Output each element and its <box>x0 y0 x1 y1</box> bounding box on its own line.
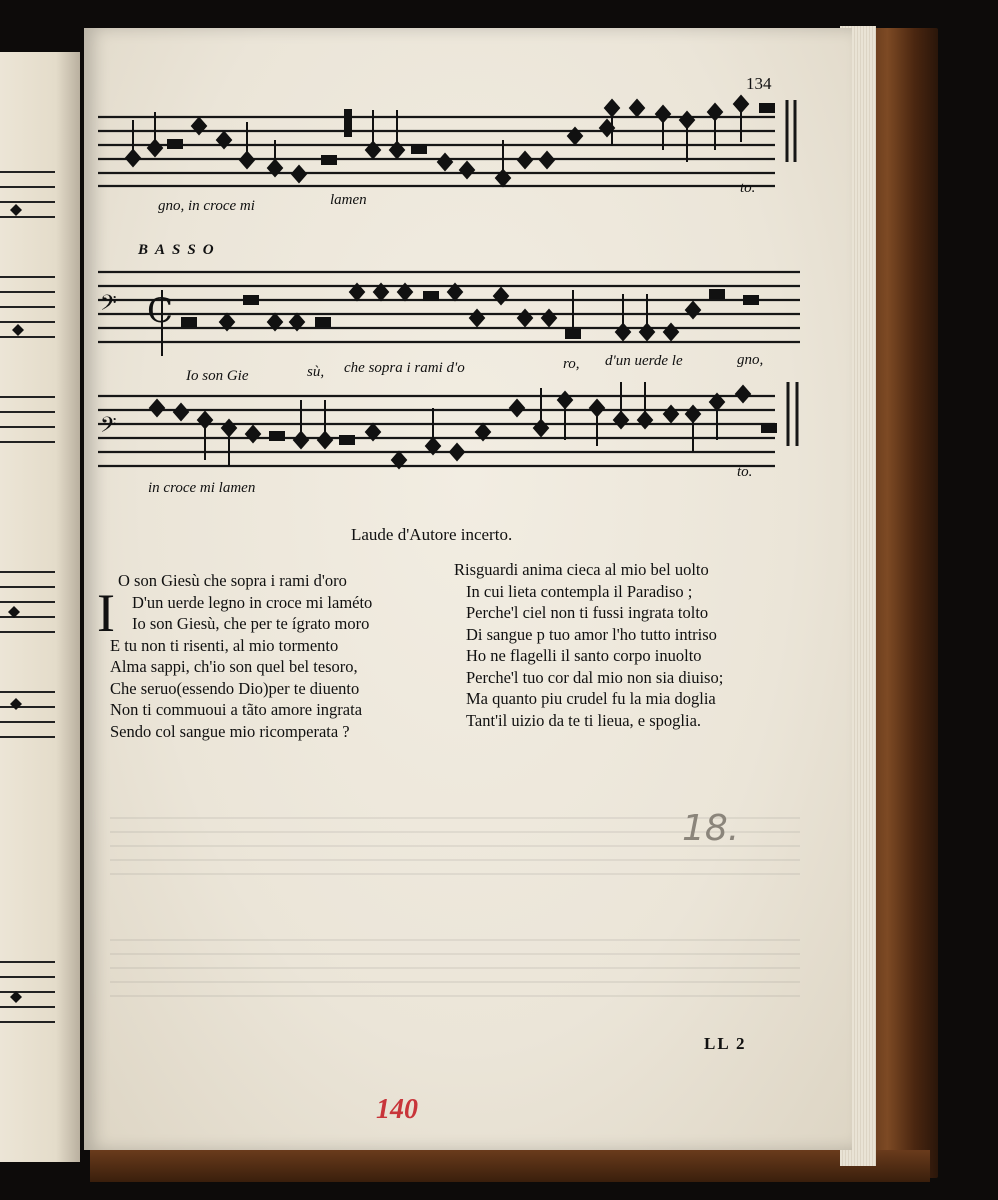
stanza-left-line-8: Sendo col sangue mio ricomperata ? <box>110 721 350 741</box>
lyric-staff1-2: lamen <box>330 192 367 208</box>
stanza-right-line-6: Perche'l tuo cor dal mio non sia diuiso; <box>466 667 724 687</box>
pencil-annotation: 18. <box>682 808 740 849</box>
lyric-staff2-1: Io son Gie <box>186 368 249 384</box>
svg-text:C: C <box>147 291 174 331</box>
svg-text:𝄢: 𝄢 <box>100 413 117 443</box>
lyric-staff2-6: gno, <box>737 352 764 368</box>
stanza-right-line-3: Perche'l ciel non ti fussi ingrata tolto <box>466 603 709 622</box>
stanza-right-line-2: In cui lieta contempla il Paradiso ; <box>466 581 693 601</box>
printer-signature: LL 2 <box>704 1034 747 1053</box>
stanza-left-line-3: Io son Giesù, che per te ígrato moro <box>132 614 370 633</box>
drop-cap: I <box>97 583 115 643</box>
lyric-staff2-4: ro, <box>563 356 580 372</box>
stanza-right-line-4: Di sangue p tuo amor l'ho tutto intriso <box>466 624 717 644</box>
stanza-right <box>454 559 723 731</box>
stanza-right-line-8: Tant'il uizio da te ti lieua, e spoglia. <box>466 710 702 730</box>
staff-1 <box>98 100 795 186</box>
lyric-staff2-5: d'un uerde le <box>605 353 683 369</box>
poem-title: Laude d'Autore incerto. <box>351 525 513 544</box>
svg-text:𝄢: 𝄢 <box>100 291 117 321</box>
voice-label-basso: BASSO <box>138 242 221 258</box>
lyric-staff2-3: che sopra i rami d'o <box>344 360 465 376</box>
stanza-left-line-7: Non ti commuoui a tãto amore ingrata <box>110 700 363 719</box>
staff-2-notes <box>100 284 758 356</box>
stanza-left-line-4: E tu non ti risenti, al mio tormento <box>110 635 339 655</box>
lyric-staff3-2: to. <box>737 464 753 480</box>
stanza-right-line-1: Risguardi anima cieca al mio bel uolto <box>454 560 709 579</box>
lyric-staff1-3: to. <box>740 180 756 196</box>
lyric-staff1-1: gno, in croce mi <box>158 198 255 214</box>
stanza-right-line-7: Ma quanto piu crudel fu la mia doglia <box>466 689 716 708</box>
red-folio-number: 140 <box>376 1094 418 1125</box>
lyric-staff3-1: in croce mi lamen <box>148 480 256 496</box>
stanza-left <box>110 570 372 742</box>
stanza-left-line-6: Che seruo(essendo Dio)per te diuento <box>110 678 360 698</box>
stanza-left-line-1: O son Giesù che sopra i rami d'oro <box>118 571 347 590</box>
stanza-left-line-5: Alma sappi, ch'io son quel bel tesoro, <box>110 657 358 676</box>
stanza-right-line-5: Ho ne flagelli il santo corpo inuolto <box>466 646 702 665</box>
stanza-left-line-2: D'un uerde legno in croce mi laméto <box>132 592 373 612</box>
page-number: 134 <box>746 74 772 93</box>
lyric-staff2-2: sù, <box>307 364 325 380</box>
